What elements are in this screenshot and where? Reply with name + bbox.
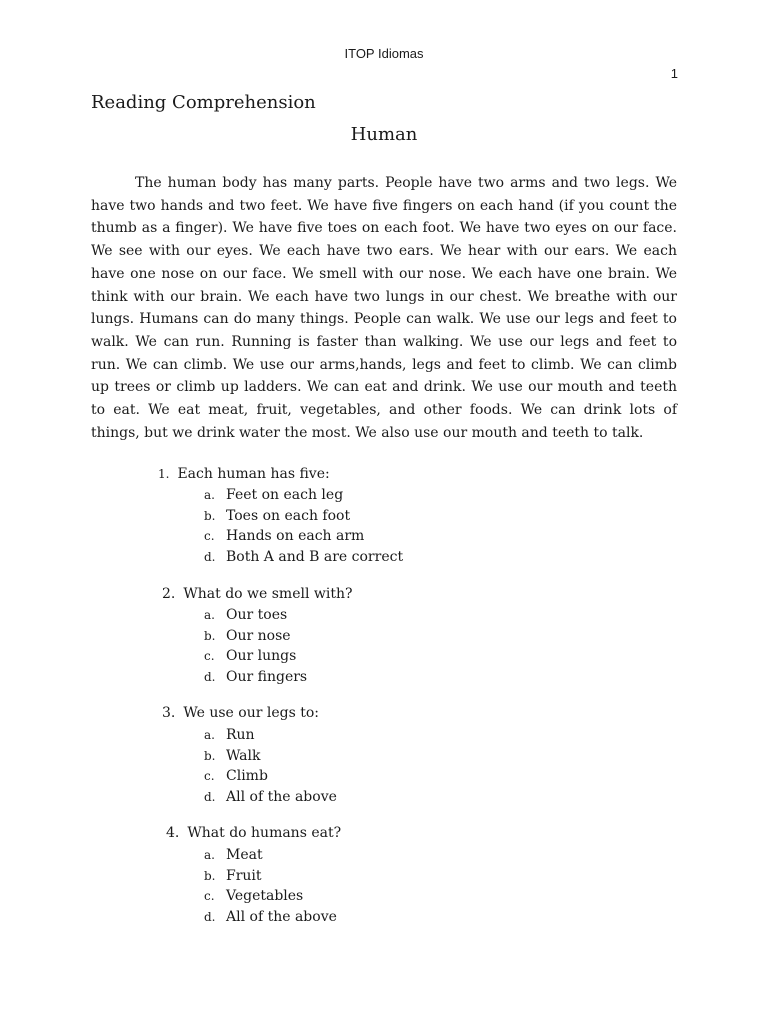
option-letter: b. [204, 628, 216, 643]
option-text: Hands on each arm [226, 528, 365, 545]
option-text: Our lungs [226, 648, 297, 665]
option-text: Climb [226, 768, 268, 785]
answer-options-3 [204, 725, 337, 807]
reading-passage: The human body has many parts. People have two arms and two legs. We have two hands and two feet. We have five fingers on each hand (if you count the thumb as a finger). We have five toes on each foot. We have two eyes on our face. We see with our eyes. We each have two ears. We hear with our ears. We each have one nose on our face. We smell with our nose. We each have one brain. We think with our brain. We each have two lungs in our chest. We breathe with our lungs. Humans can do many things. People can walk. We use our legs and feet to walk. We can run. Running is faster than walking. We use our legs and feet to run. We can climb. We use our arms,hands, legs and feet to climb. We can climb up trees or climb up ladders. We can eat and drink. We use our mouth and teeth to eat. We eat meat, fruit, vegetables, and other foods. We can drink lots of things, but we drink water the most. We also use our mouth and teeth to talk. [91, 175, 677, 441]
answer-option[interactable] [204, 766, 337, 787]
answer-option[interactable] [204, 866, 337, 887]
answer-option[interactable] [204, 787, 337, 808]
answer-option[interactable] [204, 845, 337, 866]
answer-option[interactable] [204, 526, 403, 547]
answer-option[interactable] [204, 746, 337, 767]
option-text: Feet on each leg [226, 487, 344, 503]
question-3 [162, 705, 319, 721]
option-text: All of the above [226, 788, 337, 805]
question-2 [162, 586, 353, 602]
option-letter: a. [204, 848, 215, 862]
document-title: Reading Comprehension [91, 92, 316, 113]
option-letter: d. [204, 789, 216, 804]
answer-option[interactable] [204, 506, 403, 527]
option-text: Run [226, 727, 255, 743]
answer-option[interactable] [204, 605, 307, 626]
story-title: Human [350, 124, 418, 145]
answer-option[interactable] [204, 725, 337, 746]
option-letter: d. [204, 669, 216, 684]
option-text: All of the above [226, 908, 337, 925]
answer-option[interactable] [204, 907, 337, 928]
answer-options-4 [204, 845, 337, 927]
option-text: Both A and B are correct [226, 548, 404, 565]
option-text: Toes on each foot [226, 507, 351, 524]
answer-option[interactable] [204, 646, 307, 667]
answer-option[interactable] [204, 667, 307, 688]
question-number: 3. [162, 705, 176, 721]
option-letter: a. [204, 728, 215, 742]
option-letter: d. [204, 909, 216, 924]
question-text: What do we smell with? [183, 586, 353, 602]
page-number: 1 [670, 66, 678, 81]
option-letter: c. [204, 769, 215, 784]
question-4 [166, 825, 341, 841]
option-letter: b. [204, 508, 216, 523]
option-text: Meat [226, 847, 263, 863]
question-1 [158, 466, 330, 482]
option-text: Walk [226, 747, 261, 764]
option-text: Fruit [226, 867, 262, 884]
answer-option[interactable] [204, 547, 403, 568]
answer-option[interactable] [204, 626, 307, 647]
option-letter: b. [204, 748, 216, 763]
answer-options-1 [204, 485, 403, 567]
option-letter: a. [204, 488, 215, 502]
question-number: 2. [162, 586, 176, 602]
option-letter: b. [204, 868, 216, 883]
option-text: Our nose [226, 627, 291, 644]
answer-option[interactable] [204, 485, 403, 506]
option-letter: c. [204, 889, 215, 904]
running-header: ITOP Idiomas [344, 46, 424, 61]
option-letter: a. [204, 608, 215, 622]
option-text: Our toes [226, 607, 288, 623]
question-text: What do humans eat? [187, 825, 342, 841]
answer-option[interactable] [204, 886, 337, 907]
option-text: Vegetables [226, 888, 304, 905]
option-text: Our fingers [226, 668, 308, 685]
question-number: 4. [166, 825, 180, 841]
option-letter: c. [204, 649, 215, 664]
question-text: Each human has five: [177, 466, 330, 482]
option-letter: d. [204, 549, 216, 564]
question-number: 1. [158, 467, 170, 481]
answer-options-2 [204, 605, 307, 687]
option-letter: c. [204, 529, 215, 544]
question-text: We use our legs to: [183, 705, 319, 721]
